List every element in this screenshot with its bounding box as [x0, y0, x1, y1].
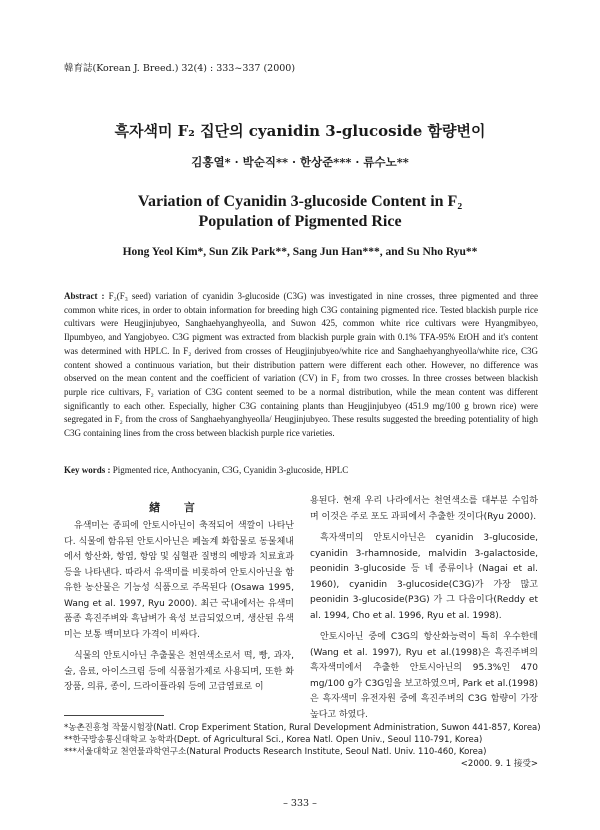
abstract [64, 290, 538, 441]
page-number: – 333 – [283, 798, 317, 809]
english-title [60, 192, 540, 232]
abstract-label: Abstract : [64, 291, 105, 301]
intro-paragraph-2-continued: 용된다. 현재 우리 나라에서는 천연색소를 대부분 수입하며 이것은 주로 포도 과피에서 추출한 것이다(Ryu 2000). [310, 496, 538, 522]
received-date: <2000. 9. 1 接受> [460, 759, 538, 769]
footnote-affiliation-2: **한국방송통신대학교 농학과(Dept. of Agricultural Sci., Korea Natl. Open Univ., Seoul 110-791, Korea) [64, 735, 483, 745]
intro-paragraph-1: 유색미는 종피에 안토시아닌이 축적되어 색깔이 나타난다. 식물에 함유된 안토시아닌은 페놀계 화합물로 동물체내에서 항산화, 항염, 항암 및 심혈관 질병의 예방과 치료효과 등을 나타낸다. 따라서 유색미를 비롯하여 안토시아닌을 함유한 농산물은 기능성 식품으로 주목된다 (Osawa 1995, Wang et al. 1997, Ryu 2000). 최근 국내에서는 유색미품종 흑진주벼와 흑남벼가 육성 보급되었으며, 생산된 유색미는 보통 백미보다 가격이 비싸다. [64, 521, 294, 640]
korean-authors: 김홍열* · 박순직** · 한상준*** · 류수노** [191, 155, 409, 169]
footnotes [64, 722, 541, 770]
korean-title: 흑자색미 F₂ 집단의 cyanidin 3-glucoside 함량변이 [114, 122, 486, 140]
left-column [64, 519, 294, 702]
footnote-affiliation-3: ***서울대학교 천연물과학연구소(Natural Products Research Institute, Seoul Natl. Univ. 110-460, Korea) [64, 747, 487, 757]
keywords [64, 465, 538, 475]
footnote-divider [64, 715, 164, 716]
journal-citation: 韓育誌(Korean J. Breed.) 32(4) : 333~337 (2000) [64, 63, 296, 74]
keywords-label: Key words : [64, 465, 111, 475]
english-title-line2: Population of Pigmented Rice [198, 213, 402, 230]
right-column [310, 494, 538, 729]
english-title-line1: Variation of Cyanidin 3-glucoside Content in F₂ [137, 193, 463, 210]
keywords-text: Pigmented rice, Anthocyanin, C3G, Cyanidin 3-glucoside, HPLC [112, 465, 349, 475]
section-heading-introduction: 緖 言 [149, 501, 205, 514]
english-authors: Hong Yeol Kim*, Sun Zik Park**, Sang Jun Han***, and Su Nho Ryu** [122, 246, 478, 258]
abstract-text: F₂(F₃ seed) variation of cyanidin 3-glucoside (C3G) was investigated in nine crosses, three pigmented and three common white rices, in order to obtain information for breeding high C3G containing pigmented rice. Tested blackish purple rice cultivars were Heugjinjubyeo, Sanghaehyanghyeolla, and Suwon 425, common white rice cultivars were Hyangmibyeo, Ilpumbyeo, and Yangjobyeo. C3G pigment was extracted from blackish purple grain with 0.1% TFA-95% EtOH and it's content was determined with HPLC. In F₂ derived from crosses of Heugjinjubyeo/white rice and Sanghaehyanghyeolla/white rice, C3G content showed a continuous variation, but their distribution pattern were different each other. However, no difference was observed on the mean content and the coefficient of variation (CV) in F₂ from two crosses. In three crosses between blackish purple rice cultivars, F₂ variation of C3G content seemed to be a normal distribution, while the mean content was different significantly to each other. Especially, higher C3G containing plants than Heugjinjubyeo (451.9 mg/100 g brown rice) were segregated in F₂ from the cross of Sanghaehyanghyeolla/ Heugjinjubyeo. These results suggested the breeding potentiality of high C3G containing lines from the cross between blackish purple rice varieties. [64, 291, 539, 439]
intro-paragraph-2: 식물의 안토시아닌 추출물은 천연색소로서 떡, 빵, 과자, 술, 음료, 아이스크림 등에 식품첨가제로 사용되며, 또한 화장품, 의류, 종이, 드라이플라워 등에 고급염료로 이 [64, 651, 294, 692]
footnote-affiliation-1: *농촌진흥청 작물시험장(Natl. Crop Experiment Station, Rural Development Administration, Suwon 441-857, Korea) [64, 723, 541, 733]
intro-paragraph-3: 흑자색미의 안토시아닌은 cyanidin 3-glucoside, cyanidin 3-rhamnoside, malvidin 3-galactoside, peonidin 3-glucoside 등 네 종류이나 (Nagai et al. 1960), cyanidin 3-glucoside(C3G)가 가장 많고 peonidin 3-glucoside(P3G) 가 그 다음이다(Reddy et al. 1994, Cho et al. 1996, Ryu et al. 1998). [310, 533, 538, 621]
intro-paragraph-4: 안토시아닌 중에 C3G의 항산화능력이 특히 우수한데 (Wang et al. 1997), Ryu et al.(1998)은 흑진주벼의 흑자색미에서 추출한 안토시아닌의 95.3%인 470 mg/100 g가 C3G임을 보고하였으며, Park et al.(1998)은 흑자색미 유전자원 중에 흑진주벼의 C3G 함량이 가장 높다고 하였다. [310, 632, 538, 720]
